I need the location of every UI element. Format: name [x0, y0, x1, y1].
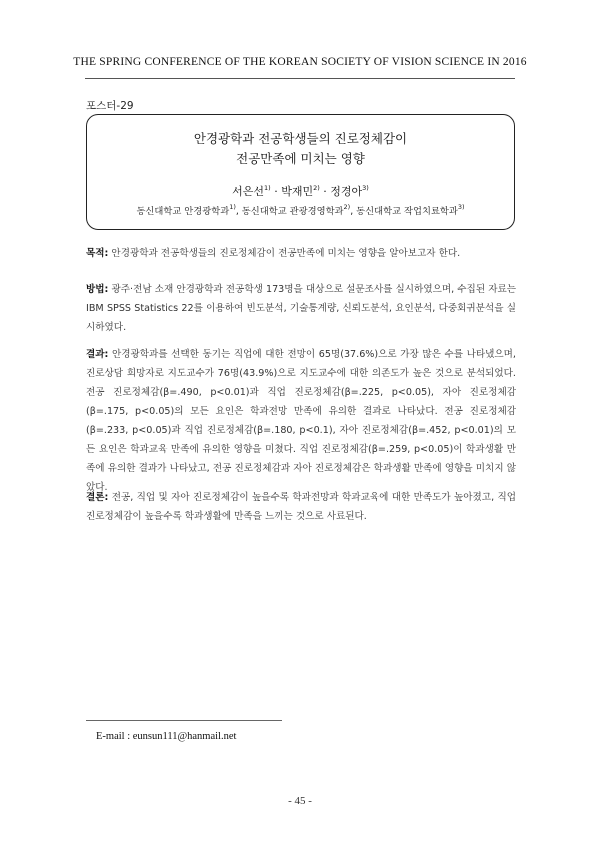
author-sup: 1) — [264, 184, 271, 192]
author-name: 박재민 — [281, 185, 314, 198]
affiliation-separator: , — [350, 206, 357, 217]
author-sup: 3) — [362, 184, 369, 192]
conclusion-section — [86, 488, 516, 526]
page-number: - 45 - — [288, 795, 312, 807]
affiliation-name: 동신대학교 관광경영학과 — [241, 206, 344, 217]
purpose-section — [86, 244, 516, 263]
affiliation-name: 동신대학교 작업치료학과 — [356, 206, 458, 217]
title-box — [86, 114, 515, 230]
conclusion-label: 결론: — [86, 492, 109, 503]
affiliation-separator: , — [235, 206, 242, 217]
author-separator: · — [270, 185, 282, 198]
result-section — [86, 345, 516, 497]
conference-header: THE SPRING CONFERENCE OF THE KOREAN SOCIETY OF VISION SCIENCE IN 2016 — [73, 56, 527, 68]
author-name: 서은선 — [232, 185, 265, 198]
footnote-email: E-mail : eunsun111@hanmail.net — [96, 731, 237, 742]
poster-id: 포스터-29 — [86, 100, 134, 112]
affiliation-sup: 1) — [229, 203, 236, 211]
author-sup: 2) — [313, 184, 320, 192]
title-line-1: 안경광학과 전공학생들의 진로정체감이 — [193, 131, 408, 146]
author-separator: · — [319, 185, 331, 198]
author-list — [87, 183, 514, 199]
method-label: 방법: — [86, 284, 109, 295]
affiliation-sup: 2) — [343, 203, 351, 211]
affiliation-list — [87, 203, 514, 217]
purpose-label: 목적: — [86, 248, 109, 259]
conclusion-text: 전공, 직업 및 자아 진로정체감이 높을수록 학과전망과 학과교육에 대한 만족도가 높아졌고, 직업 진로정체감이 높을수록 학과생활에 만족을 느끼는 것으로 사료된다. — [86, 492, 516, 522]
method-section — [86, 280, 516, 337]
footnote-divider — [86, 720, 282, 721]
affiliation-sup: 3) — [457, 203, 465, 211]
header-divider — [85, 78, 515, 79]
affiliation-name: 동신대학교 안경광학과 — [136, 206, 230, 217]
author-name: 정경아 — [330, 185, 363, 198]
purpose-text: 안경광학과 전공학생들의 진로정체감이 전공만족에 미치는 영향을 알아보고자 한다. — [108, 248, 461, 259]
method-text: 광주·전남 소재 안경광학과 전공학생 173명을 대상으로 설문조사를 실시하였으며, 수집된 자료는 IBM SPSS Statistics 22를 이용하여 빈도분석, 기술통계량, 신뢰도분석, 요인분석, 다중회귀분석을 실시하였다. — [86, 284, 516, 333]
result-label: 결과: — [86, 349, 109, 360]
result-text: 안경광학과를 선택한 동기는 직업에 대한 전망이 65명(37.6%)으로 가장 많은 수를 나타냈으며, 진로상담 희망자로 지도교수가 76명(43.9%)으로 지도교수에 대한 의존도가 높은 것으로 분석되었다. 전공 진로정체감(β=.490, p<0.01)과 직업 진로정체감(β=.225, p<0.05), 자아 진로정체감(β=.175, p<0.05)의 모든 요인은 학과전망 만족에 유의한 결과로 나타났다. 전공 진로정체감(β=.233, p<0.05)과 직업 진로정체감(β=.180, p<0.1), 자아 진로정체감(β=.452, p<0.01)의 모든 요인은 학과교육 만족에 유의한 영향을 미쳤다. 직업 진로정체감(β=.259, p<0.05)이 학과생활 만족에 유의한 결과가 나타났고, 전공 진로정체감과 자아 진로정체감은 학과생활 만족에 영향을 미치지 않았다. — [86, 349, 516, 493]
title-line-2: 전공만족에 미치는 영향 — [236, 151, 365, 166]
